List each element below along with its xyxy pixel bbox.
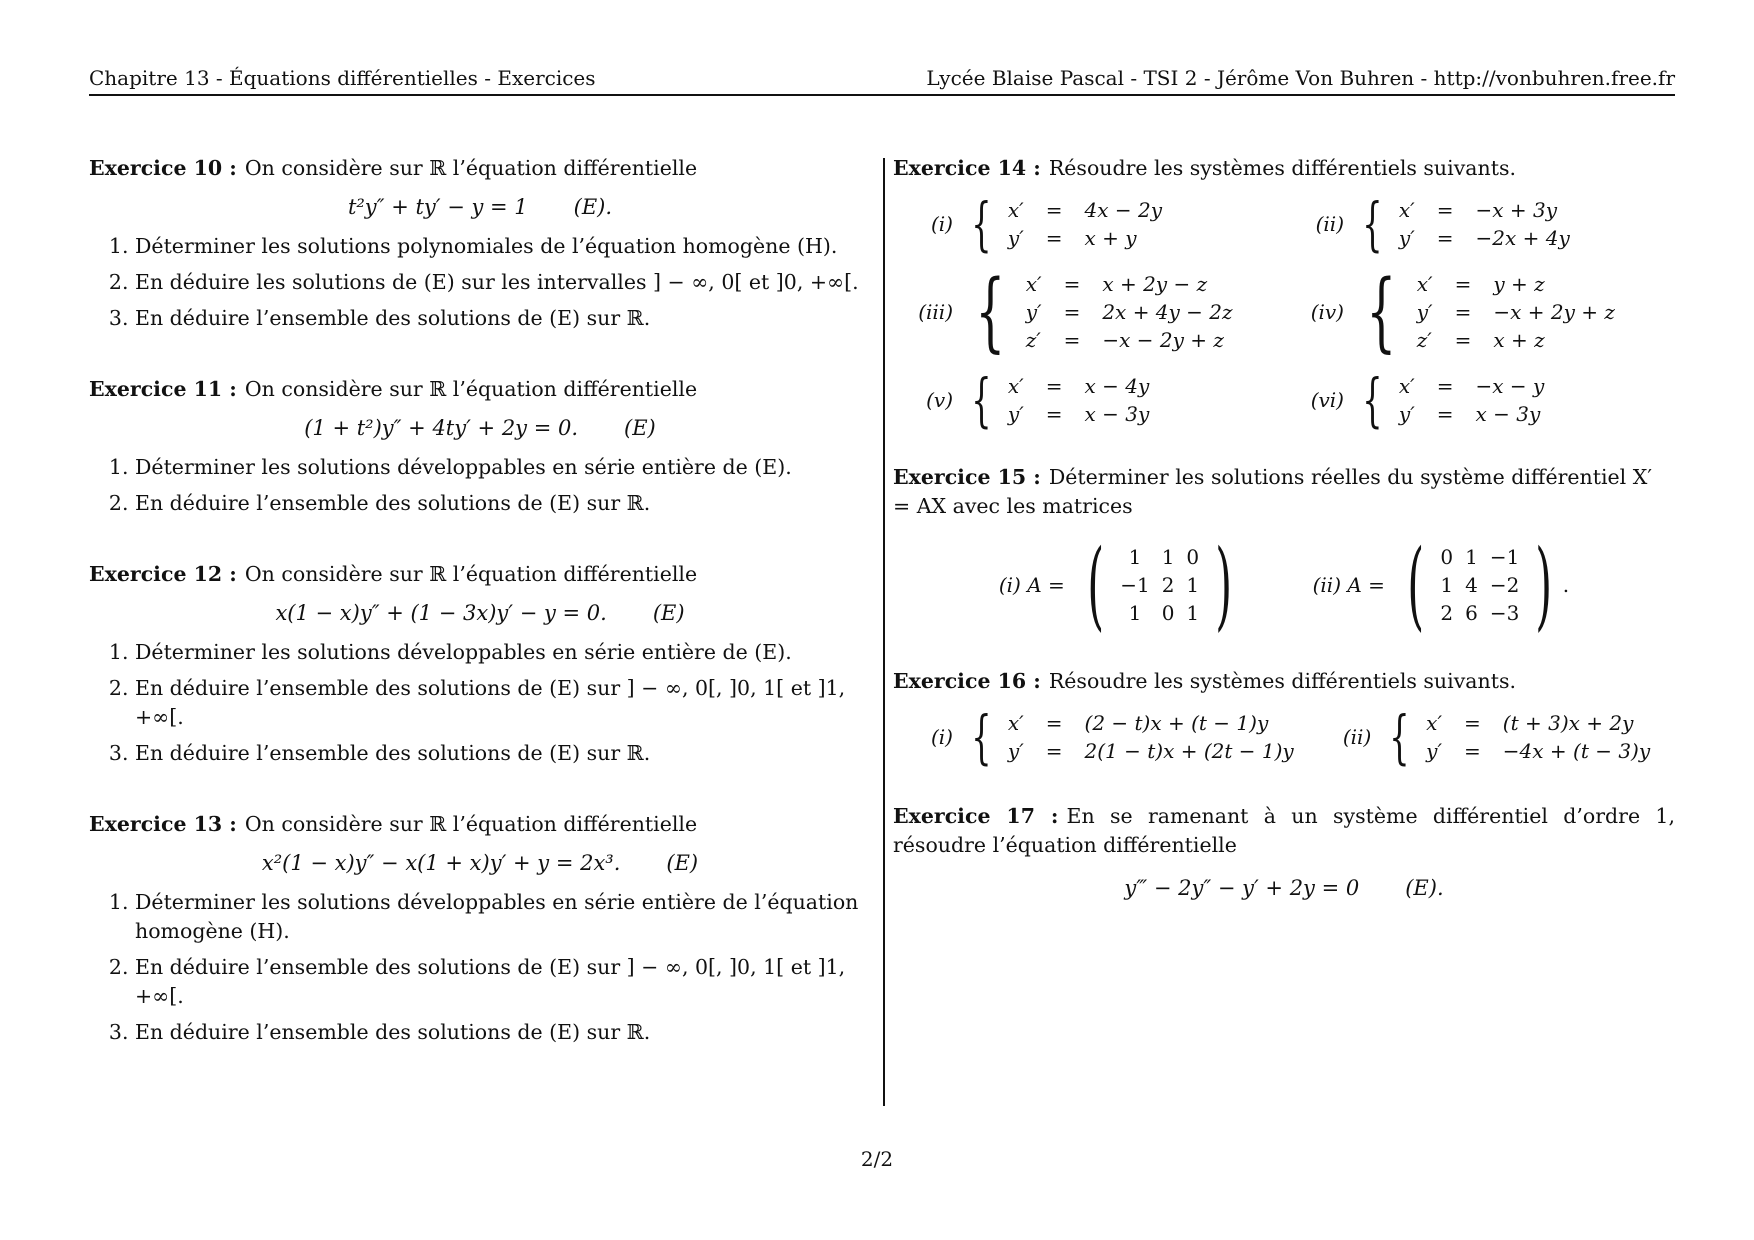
system-row [1420,737,1656,765]
question-item: 2. En déduire les solutions de (E) sur les intervalles ] − ∞, 0[ et ]0, +∞[. [135,268,871,297]
system-cell: = [1464,711,1481,735]
equation: (1 + t²)y″ + 4ty′ + 2y = 0. (E) [304,416,656,440]
system-cell: = [1436,226,1454,250]
header-left: Chapitre 13 - Équations différentielles - Exercices [89,66,596,90]
header-right: Lycée Blaise Pascal - TSI 2 - Jérôme Von Buhren - http://vonbuhren.free.fr [926,66,1675,90]
question-list [89,453,871,518]
question-item: 2. En déduire l’ensemble des solutions de (E) sur ] − ∞, 0[, ]0, 1[ et ]1, +∞[. [135,674,871,732]
page-header [89,66,1675,96]
differential-system [893,262,1284,362]
system-cell: = [1464,739,1481,763]
question-list [89,638,871,768]
system-cell: x + y [1084,226,1137,250]
system-row [1411,298,1621,326]
exercise-intro: On considère sur ℝ l’équation différentielle [244,156,698,180]
system-cell: = [1063,272,1081,296]
system-cell: y′ [1426,739,1443,763]
system-cell: −x + 2y + z [1493,300,1615,324]
matrix [1312,529,1570,641]
matrix-row [1434,571,1525,599]
system-cell: z′ [1025,328,1041,352]
system-equations [1002,372,1155,428]
system-row [1393,400,1550,428]
system-row [1411,270,1621,298]
system-cell: 2x + 4y − 2z [1102,300,1233,324]
exercise-17 [893,802,1675,903]
exercise-10 [89,154,871,333]
equation: x(1 − x)y″ + (1 − 3x)y′ − y = 0. (E) [275,601,685,625]
question-item: 1. Déterminer les solutions développables en série entière de (E). [135,638,871,667]
matrix-cell: 2 [1440,601,1454,625]
right-paren: ) [1535,529,1553,641]
left-brace: { [1362,366,1383,434]
equation: t²y″ + ty′ − y = 1 (E). [347,195,613,219]
system-cell: (2 − t)x + (t − 1)y [1084,711,1269,735]
system-cell: −2x + 4y [1475,226,1570,250]
system-row [1411,326,1621,354]
matrix [998,529,1243,641]
page-number: 2/2 [860,1147,894,1171]
system-label: (iii) [918,299,953,324]
system-label: (ii) [1315,211,1344,236]
left-paren: ( [1407,529,1425,641]
differential-system [893,703,1311,771]
matrix-cell: 6 [1465,601,1478,625]
exercise-title: Exercice 15 : [893,465,1041,489]
matrix-row [1434,543,1525,571]
system-cell: = [1454,328,1472,352]
differential-system [893,190,1284,258]
system-cell: (t + 3)x + 2y [1502,711,1634,735]
system-cell: x′ [1007,711,1024,735]
system-cell: = [1045,402,1063,426]
differential-system [1284,262,1675,362]
system-label: (v) [926,387,953,412]
exercise-16 [893,667,1675,771]
system-cell: x′ [1426,711,1442,735]
matrix-row [1434,599,1525,627]
system-row [1393,372,1550,400]
exercise-intro: On considère sur ℝ l’équation différentielle [244,812,698,836]
left-brace: { [971,366,992,434]
matrix-cell: 4 [1465,573,1478,597]
left-brace: { [1389,703,1410,771]
question-item: 3. En déduire l’ensemble des solutions de (E) sur ℝ. [135,1018,871,1047]
system-equations [1420,709,1656,765]
system-cell: = [1436,402,1454,426]
system-cell: = [1436,198,1454,222]
matrix-cell: −1 [1489,545,1520,569]
system-label: (i) [930,724,953,749]
system-equations [1002,196,1168,252]
differential-system [1284,190,1675,258]
systems-grid [893,703,1675,771]
matrix-cell: 0 [1161,601,1175,625]
left-column [89,154,871,1089]
system-cell: x′ [1416,272,1433,296]
exercise-title: Exercice 11 : [89,377,237,401]
system-cell: 2(1 − t)x + (2t − 1)y [1084,739,1294,763]
system-cell: = [1063,300,1081,324]
system-cell: y′ [1007,402,1024,426]
matrix-entries [1434,543,1525,627]
exercise-15 [893,463,1675,641]
system-row [1002,737,1300,765]
differential-system [1284,366,1675,434]
system-cell: y′ [1398,402,1415,426]
exercise-12 [89,560,871,768]
system-cell: = [1045,226,1063,250]
matrix-cell: −1 [1120,573,1150,597]
system-equations [1393,196,1576,252]
matrix-label: (i) A = [998,572,1065,597]
system-cell: = [1063,328,1081,352]
system-label: (i) [930,211,953,236]
system-cell: x′ [1398,198,1415,222]
system-row [1393,224,1576,252]
matrix-cell: 1 [1128,545,1142,569]
matrix-cell: 1 [1186,573,1200,597]
exercise-intro: Résoudre les systèmes différentiels suivants. [1048,669,1516,693]
matrix-cell: 0 [1440,545,1454,569]
matrix-cell: −3 [1489,601,1520,625]
systems-grid [893,190,1675,434]
matrix-cell: 1 [1128,601,1142,625]
system-label: (iv) [1310,299,1344,324]
system-cell: = [1454,272,1472,296]
exercise-14 [893,154,1675,434]
system-cell: y′ [1007,226,1024,250]
matrix-entries [1114,543,1205,627]
system-cell: −x + 3y [1475,198,1558,222]
system-cell: −4x + (t − 3)y [1502,739,1651,763]
right-column [893,154,1675,945]
equation-tag: (E) [652,601,685,625]
equation: y‴ − 2y″ − y′ + 2y = 0 (E). [1124,876,1444,900]
differential-system [1311,703,1675,771]
exercise-title: Exercice 13 : [89,812,237,836]
column-divider [883,158,885,1106]
system-row [1002,224,1168,252]
system-equations [1002,709,1300,765]
system-cell: −x − y [1475,374,1545,398]
left-brace: { [1362,190,1383,258]
system-cell: = [1454,300,1472,324]
matrix-cell: 1 [1465,545,1478,569]
exercise-11 [89,375,871,518]
system-row [1020,326,1239,354]
system-cell: −x − 2y + z [1102,328,1224,352]
system-equations [1393,372,1550,428]
left-paren: ( [1087,529,1104,641]
right-paren: ) [1215,529,1233,641]
system-cell: y′ [1025,300,1042,324]
system-equations [1411,270,1621,354]
system-row [1002,372,1155,400]
question-item: 2. En déduire l’ensemble des solutions de (E) sur ℝ. [135,489,871,518]
question-list [89,888,871,1047]
system-row [1020,298,1239,326]
question-item: 1. Déterminer les solutions polynomiales de l’équation homogène (H). [135,232,871,261]
system-cell: y′ [1416,300,1433,324]
system-cell: x − 3y [1084,402,1150,426]
system-cell: = [1045,198,1063,222]
system-cell: = [1045,739,1063,763]
left-brace: { [1366,262,1397,362]
exercise-title: Exercice 14 : [893,156,1041,180]
matrix-cell: −2 [1489,573,1520,597]
matrix-cell: 0 [1186,545,1200,569]
matrix-cell: 1 [1161,545,1175,569]
system-row [1420,709,1656,737]
matrix-cell: 1 [1440,573,1454,597]
system-cell: 4x − 2y [1084,198,1163,222]
question-item: 3. En déduire l’ensemble des solutions de (E) sur ℝ. [135,739,871,768]
exercise-intro: Déterminer les solutions réelles du système différentiel X′ = AX avec les matrices [893,465,1652,518]
equation-tag: (E). [1405,876,1444,900]
system-cell: = [1045,711,1063,735]
question-item: 3. En déduire l’ensemble des solutions de (E) sur ℝ. [135,304,871,333]
matrix-label: (ii) A = [1312,572,1385,597]
equation-tag: (E) [624,416,656,440]
exercise-title: Exercice 16 : [893,669,1041,693]
system-label: (vi) [1310,387,1344,412]
equation-tag: (E). [573,195,613,219]
system-cell: = [1436,374,1454,398]
system-cell: y + z [1493,272,1545,296]
system-cell: x + z [1493,328,1545,352]
system-label: (ii) [1342,724,1372,749]
system-cell: x′ [1007,374,1024,398]
system-cell: y′ [1007,739,1024,763]
system-cell: y′ [1398,226,1415,250]
matrix-suffix: . [1562,572,1570,597]
equation-tag: (E) [666,851,699,875]
system-cell: = [1045,374,1063,398]
exercise-13 [89,810,871,1047]
matrix-cell: 2 [1161,573,1175,597]
system-cell: x′ [1398,374,1415,398]
system-row [1002,196,1168,224]
question-item: 1. Déterminer les solutions développables en série entière de (E). [135,453,871,482]
exercise-intro: En se ramenant à un système différentiel d’ordre 1, résoudre l’équation différentielle [893,804,1675,857]
exercise-intro: On considère sur ℝ l’équation différentielle [244,562,698,586]
system-row [1002,400,1155,428]
matrix-row [1114,571,1205,599]
system-cell: z′ [1416,328,1432,352]
system-cell: x − 3y [1475,402,1541,426]
system-cell: x′ [1025,272,1042,296]
question-list [89,232,871,333]
system-cell: x − 4y [1084,374,1150,398]
system-row [1002,709,1300,737]
system-row [1393,196,1576,224]
question-item: 2. En déduire l’ensemble des solutions de (E) sur ] − ∞, 0[, ]0, 1[ et ]1, +∞[. [135,953,871,1011]
exercise-title: Exercice 12 : [89,562,237,586]
system-cell: x′ [1007,198,1024,222]
left-brace: { [971,703,992,771]
exercise-title: Exercice 17 : [893,804,1059,828]
matrices [893,529,1675,641]
matrix-cell: 1 [1186,601,1200,625]
system-cell: x + 2y − z [1102,272,1208,296]
question-item: 1. Déterminer les solutions développables en série entière de l’équation homogène (H). [135,888,871,946]
exercise-intro: On considère sur ℝ l’équation différentielle [244,377,698,401]
system-equations [1020,270,1239,354]
differential-system [893,366,1284,434]
system-row [1020,270,1239,298]
left-brace: { [975,262,1006,362]
matrix-row [1114,599,1205,627]
exercise-intro: Résoudre les systèmes différentiels suivants. [1048,156,1516,180]
exercise-title: Exercice 10 : [89,156,237,180]
matrix-row [1114,543,1205,571]
equation: x²(1 − x)y″ − x(1 + x)y′ + y = 2x³. (E) [261,851,699,875]
left-brace: { [971,190,992,258]
